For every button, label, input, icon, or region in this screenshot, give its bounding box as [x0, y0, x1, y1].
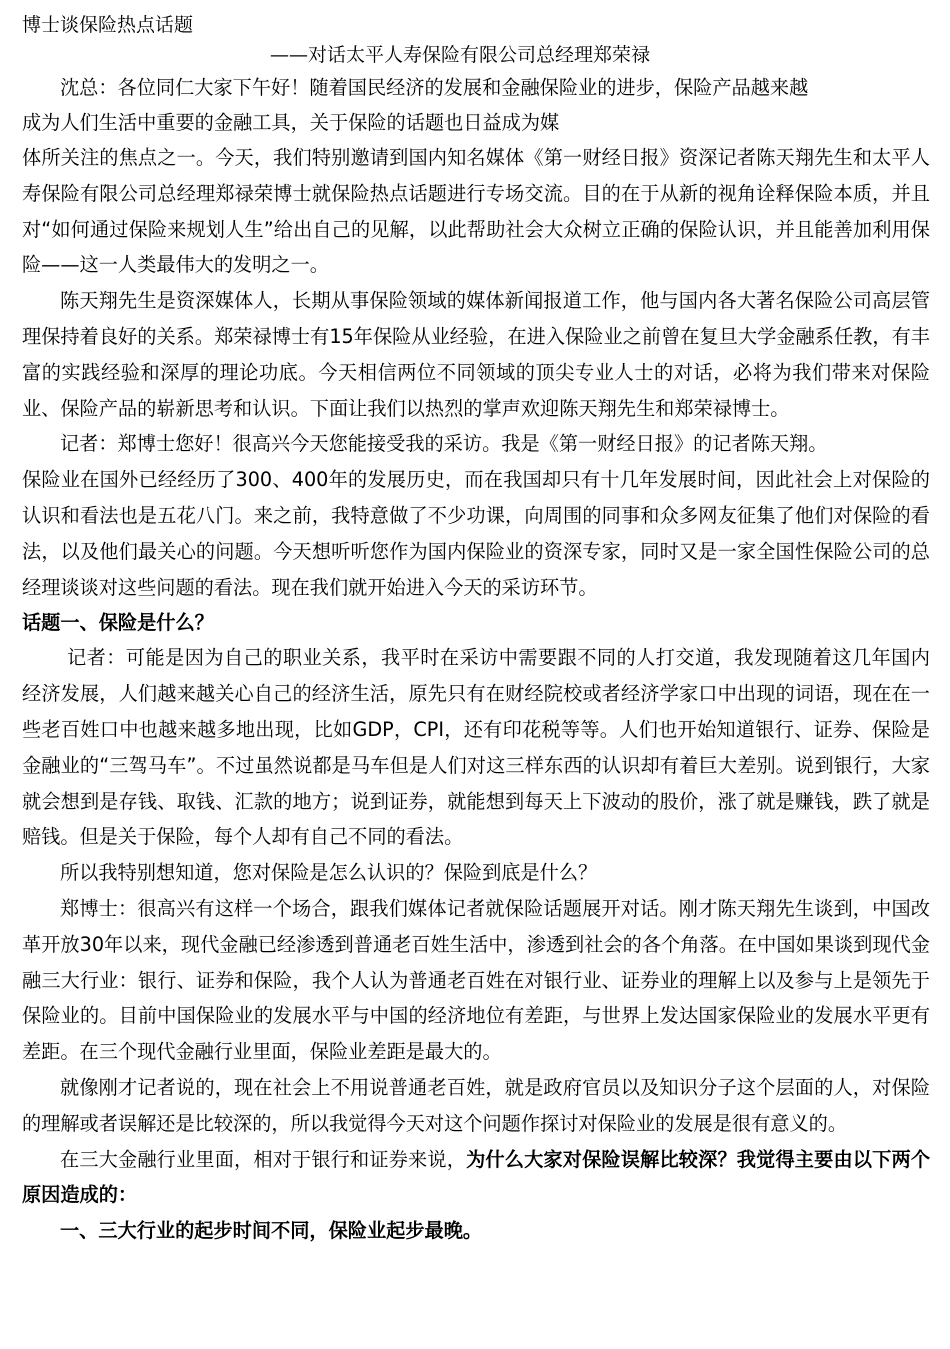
- intro-line-1: 沈总：各位同仁大家下午好！随着国民经济的发展和金融保险业的进步，保险产品越来越: [60, 76, 809, 99]
- intro-rest: 体所关注的焦点之一。今天，我们特别邀请到国内知名媒体《第一财经日报》资深记者陈天翔先生和太平人寿保险有限公司总经理郑禄荣博士就保险热点话题进行专场交流。目的在于从新的视角诠释保险本质，并且对“如何通过保险来规划人生”给出自己的见解，以此帮助社会大众树立正确的保险认识，并且能善加利用保险——这一人类最伟大的发明之一。: [22, 146, 930, 277]
- paragraph-reporter-followup: 所以我特别想知道，您对保险是怎么认识的？保险到底是什么？: [60, 861, 598, 885]
- paragraph-chen-introduction: 陈天翔先生是资深媒体人，长期从事保险领域的媒体新闻报道工作，他与国内各大著名保险公司高层管理保持着良好的关系。郑荣禄博士有15年保险从业经验，在进入保险业之前曾在复旦大学金融系任教，有丰富的实践经验和深厚的理论功底。今天相信两位不同领域的顶尖专业人士的对话，必将为我们带来对保险业、保险产品的崭新思考和认识。下面让我们以热烈的掌声欢迎陈天翔先生和郑荣禄博士。: [22, 289, 930, 420]
- document-page: [22, 10, 930, 1249]
- intro-paragraph: [22, 70, 930, 283]
- document-subtitle: ——对话太平人寿保险有限公司总经理郑荣禄: [270, 44, 651, 66]
- intro-line-2: 成为人们生活中重要的金融工具，关于保险的话题也日益成为媒: [22, 111, 560, 134]
- paragraph-zheng-answer-2: 就像刚才记者说的，现在社会上不用说普通老百姓，就是政府官员以及知识分子这个层面的人，对保险的理解或者误解还是比较深的，所以我觉得今天对这个问题作探讨对保险业的发展是很有意义的。: [22, 1075, 930, 1135]
- paragraph-zheng-answer-1: 郑博士：很高兴有这样一个场合，跟我们媒体记者就保险话题展开对话。刚才陈天翔先生谈到，中国改革开放30年以来，现代金融已经渗透到普通老百姓生活中，渗透到社会的各个角落。在中国如果谈到现代金融三大行业：银行、证券和保险，我个人认为普通老百姓在对银行业、证券业的理解上以及参与上是领先于保险业的。目前中国保险业的发展水平与中国的经济地位有差距，与世界上发达国家保险业的发展水平更有差距。在三个现代金融行业里面，保险业差距是最大的。: [22, 896, 930, 1064]
- zheng-answer-3-plain: 在三大金融行业里面，相对于银行和证券来说，: [60, 1147, 467, 1171]
- zheng-answer-3-bold: 为什么大家对保险误解比较深？我觉得主要由以下两个原因造成的：: [22, 1147, 931, 1207]
- paragraph-reporter-question: 记者：可能是因为自己的职业关系，我平时在采访中需要跟不同的人打交道，我发现随着这几年国内经济发展，人们越来越关心自己的经济生活，原先只有在财经院校或者经济学家口中出现的词语，现在在一些老百姓口中也越来越多地出现，比如GDP，CPI，还有印花税等等。人们也开始知道银行、证券、保险是金融业的“三驾马车”。不过虽然说都是马车但是人们对这三样东西的认识却有着巨大差别。说到银行，大家就会想到是存钱、取钱、汇款的地方；说到证券，就能想到每天上下波动的股价，涨了就是赚钱，跌了就是赔钱。但是关于保险，每个人却有自己不同的看法。: [22, 646, 930, 849]
- reporter-greeting-line-1: 记者：郑博士您好！很高兴今天您能接受我的采访。我是《第一财经日报》的记者陈天翔。: [60, 432, 828, 456]
- point-heading-1: 一、三大行业的起步时间不同，保险业起步最晚。: [60, 1219, 483, 1243]
- document-title: 博士谈保险热点话题: [22, 14, 194, 36]
- paragraph-reporter-greeting: [22, 426, 930, 605]
- paragraph-zheng-answer-3: [22, 1142, 930, 1214]
- reporter-greeting-rest: 保险业在国外已经经历了300、400年的发展历史，而在我国却只有十几年发展时间，因此社会上对保险的认识和看法也是五花八门。来之前，我特意做了不少功课，向周围的同事和众多网友征集了他们对保险的看法，以及他们最关心的问题。今天想听听您作为国内保险业的资深专家，同时又是一家全国性保险公司的总经理谈谈对这些问题的看法。现在我们就开始进入今天的采访环节。: [22, 468, 930, 599]
- topic-heading-1: 话题一、保险是什么？: [22, 611, 214, 635]
